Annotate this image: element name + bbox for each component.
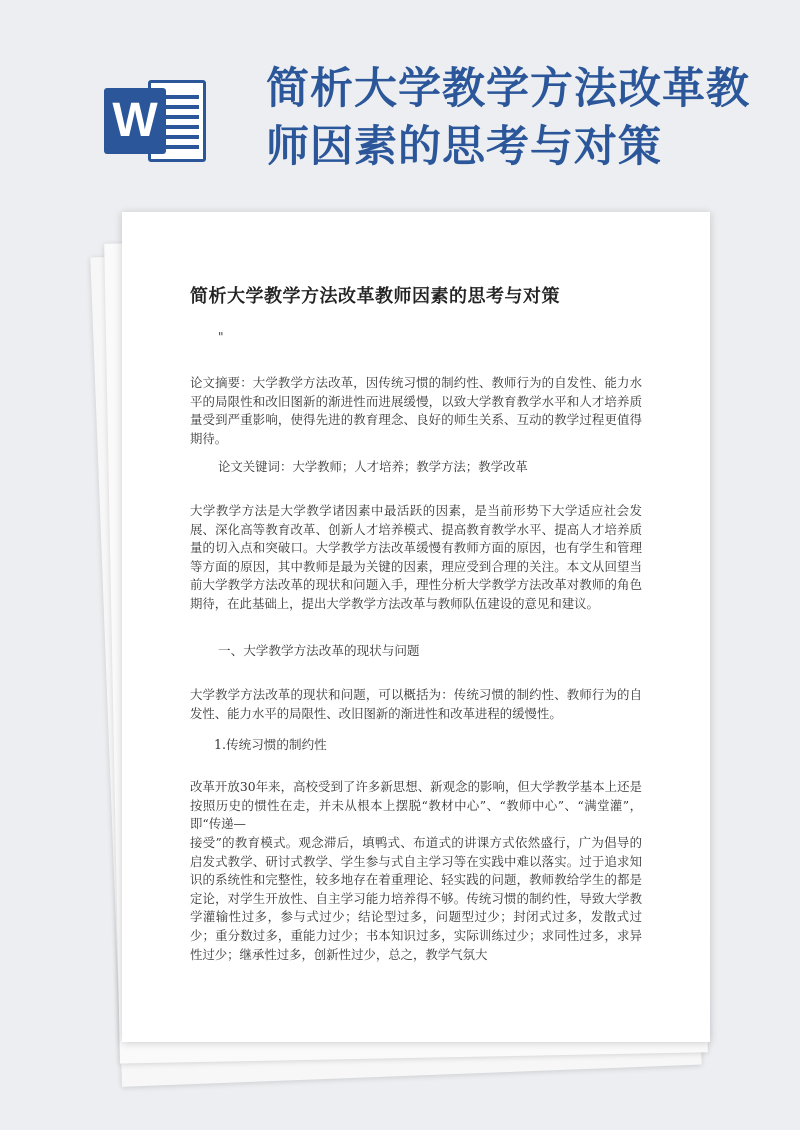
section-heading: 一、大学教学方法改革的现状与问题 <box>218 643 420 658</box>
subsection-heading: 1.传统习惯的制约性 <box>214 737 327 752</box>
word-letter-icon: W <box>104 88 166 154</box>
body-paragraph-continued: 接受”的教育模式。观念滞后，填鸭式、布道式的讲课方式依然盛行，广为倡导的启发式教学、研讨式教学、学生参与式自主学习等在实践中难以落实。过于追求知识的系统性和完整性，较多地存在着重理论、轻实践的问题，教师教给学生的都是定论，对学生开放性、自主学习能力培养得不够。传统习惯的制约性，导致大学教学灌输性过多，参与式过少；结论型过多，问题型过少；封闭式过多，发散式过少；重分数过多，重能力过少；书本知识过多，实际训练过少；求同性过多，求异性过少；继承性过多，创新性过少，总之，教学气氛大 <box>190 835 642 962</box>
abstract-paragraph: 论文摘要：大学教学方法改革，因传统习惯的制约性、教师行为的自发性、能力水平的局限性和改旧图新的渐进性而进展缓慢，以致大学教育教学水平和人才培养质量受到严重影响，使得先进的教育理念、良好的师生关系、互动的教学过程更值得期待。 <box>190 375 642 446</box>
word-document-icon <box>104 72 212 168</box>
body-paragraph-start: 改革开放30年来，高校受到了许多新思想、新观念的影响，但大学教学基本上还是按照历史的惯性在走，并未从根本上摆脱“教材中心”、“教师中心”、“满堂灌”，即“传递— <box>190 779 642 832</box>
intro-paragraph: 大学教学方法是大学教学诸因素中最活跃的因素，是当前形势下大学适应社会发展、深化高等教育改革、创新人才培养模式、提高教育教学水平、提高人才培养质量的切入点和突破口。大学教学方法改革缓慢有教师方面的原因，也有学生和管理等方面的原因，其中教师是最为关键的因素，理应受到合理的关注。本文从回望当前大学教学方法改革的现状和问题入手，理性分析大学教学方法改革对教师的角色期待，在此基础上，提出大学教学方法改革与教师队伍建设的意见和建议。 <box>190 503 642 611</box>
banner-title: 简析大学教学方法改革教师因素的思考与对策 <box>266 64 750 172</box>
quote-mark: " <box>218 330 224 344</box>
section-paragraph: 大学教学方法改革的现状和问题，可以概括为：传统习惯的制约性、教师行为的自发性、能力水平的局限性、改旧图新的渐进性和改革进程的缓慢性。 <box>190 687 642 721</box>
document-title: 简析大学教学方法改革教师因素的思考与对策 <box>190 286 560 307</box>
banner <box>0 0 800 220</box>
document-page <box>122 212 710 1042</box>
keywords-line: 论文关键词：大学教师；人才培养；教学方法；教学改革 <box>218 459 528 474</box>
